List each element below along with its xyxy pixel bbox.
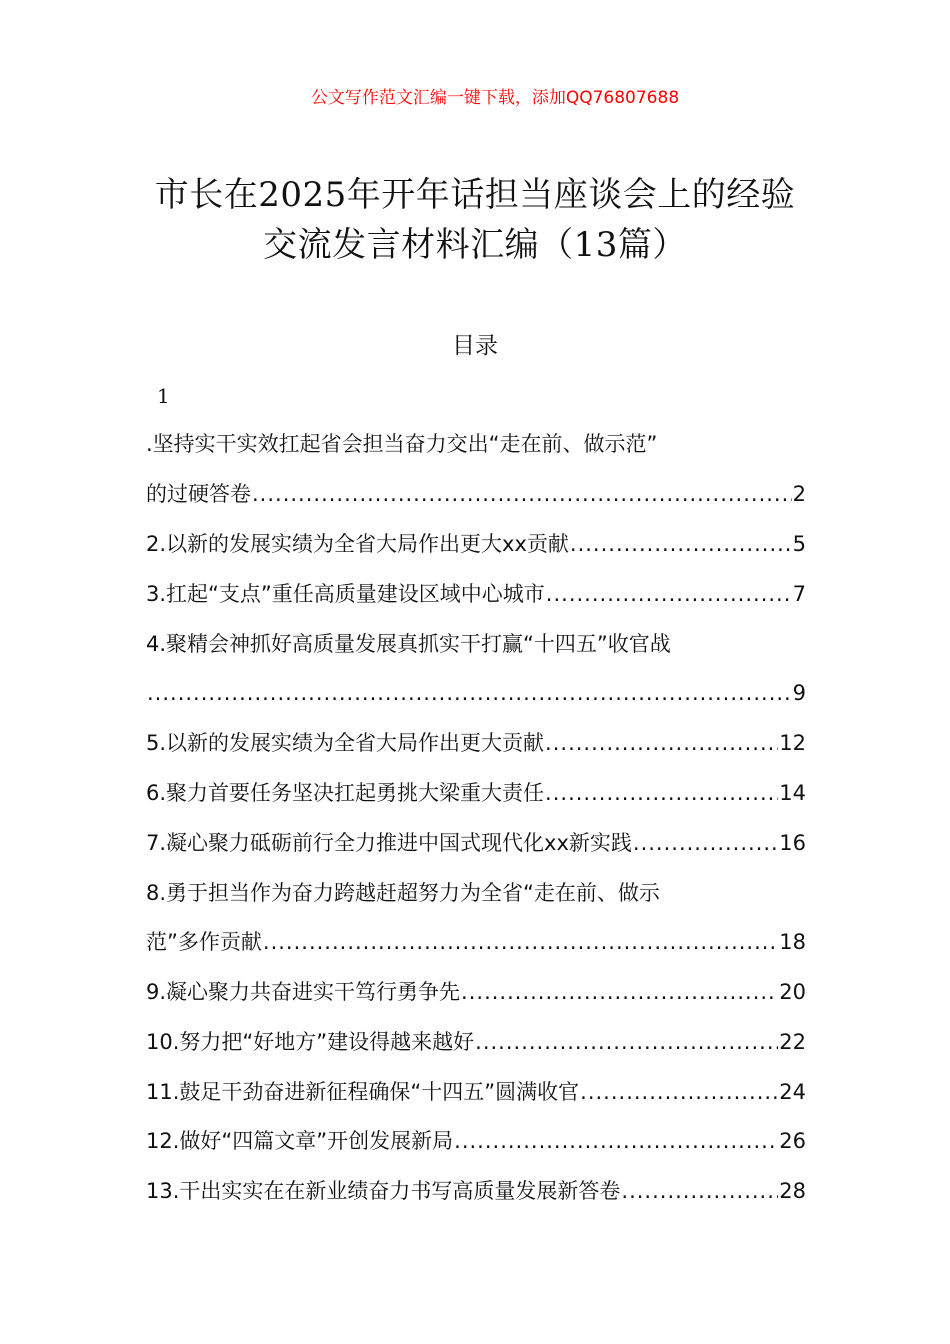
toc-leader-dots (252, 477, 792, 511)
toc-leader-dots (454, 1124, 778, 1158)
document-title-line-2: 交流发言材料汇编（13篇） (263, 225, 687, 265)
toc-leader-dots (633, 826, 778, 860)
toc-entry-text: 8.勇于担当作为奋力跨越赶超努力为全省“走在前、做示 (146, 881, 660, 905)
download-promo-note: 公文写作范文汇编一键下载，添加QQ76807688 (310, 88, 680, 108)
toc-entry-text: 4.聚精会神抓好高质量发展真抓实干打赢“十四五”收官战 (146, 632, 671, 656)
toc-leader-dots (461, 975, 778, 1009)
toc-leader-dots (147, 676, 792, 710)
toc-entry-1-line-2[interactable] (146, 477, 806, 511)
toc-entry-text: 9.凝心聚力共奋进实干笃行勇争先 (146, 980, 461, 1004)
toc-leader-dots (580, 1075, 778, 1109)
toc-entry-8-line-1[interactable] (146, 876, 806, 910)
toc-page-number: 5 (792, 532, 806, 556)
toc-entry-text: 范”多作贡献 (146, 930, 262, 954)
toc-page-number: 7 (792, 582, 806, 606)
toc-page-number: 26 (779, 1129, 806, 1153)
toc-entry-text: 6.聚力首要任务坚决扛起勇挑大梁重大责任 (146, 781, 545, 805)
toc-entry-text: 的过硬答卷 (146, 482, 251, 506)
toc-leader-dots (570, 527, 792, 561)
toc-entry-7[interactable] (146, 826, 806, 860)
toc-entry-4-line-1[interactable] (146, 627, 806, 661)
toc-page-number: 14 (779, 781, 806, 805)
toc-entry-11[interactable] (146, 1075, 806, 1109)
toc-entry-4-line-2[interactable] (146, 676, 806, 710)
toc-entry-9[interactable] (146, 975, 806, 1009)
toc-entry-6[interactable] (146, 776, 806, 810)
toc-entry-8-line-2[interactable] (146, 925, 806, 959)
toc-entry-text: 2.以新的发展实绩为全省大局作出更大xx贡献 (146, 532, 569, 556)
toc-page-number: 18 (779, 930, 806, 954)
toc-entry-12[interactable] (146, 1124, 806, 1158)
toc-leader-dots (546, 577, 792, 611)
toc-entry-10[interactable] (146, 1025, 806, 1059)
toc-entry-3[interactable] (146, 577, 806, 611)
toc-leader-dots (263, 925, 778, 959)
toc-page-number: 12 (779, 731, 806, 755)
toc-page-number: 22 (779, 1030, 806, 1054)
toc-entry-text: 10.努力把“好地方”建设得越来越好 (146, 1030, 475, 1054)
toc-page-number: 28 (779, 1179, 806, 1203)
toc-page-number: 20 (779, 980, 806, 1004)
toc-page-number: 2 (792, 482, 806, 506)
toc-leader-dots (545, 776, 778, 810)
toc-entry-text: 3.扛起“支点”重任高质量建设区域中心城市 (146, 582, 545, 606)
toc-entry-text: 7.凝心聚力砥砺前行全力推进中国式现代化xx新实践 (146, 831, 632, 855)
toc-entry-text: 11.鼓足干劲奋进新征程确保“十四五”圆满收官 (146, 1080, 580, 1104)
toc-entry-text: 13.干出实实在在新业绩奋力书写高质量发展新答卷 (146, 1179, 621, 1203)
toc-entry-2[interactable] (146, 527, 806, 561)
toc-page-number: 16 (779, 831, 806, 855)
toc-entry-5[interactable] (146, 726, 806, 760)
toc-page-number: 24 (779, 1080, 806, 1104)
toc-leader-dots (475, 1025, 778, 1059)
toc-heading: 目录 (452, 333, 498, 359)
toc-entry-text: .坚持实干实效扛起省会担当奋力交出“走在前、做示范” (146, 432, 658, 456)
toc-leader-dots (621, 1174, 778, 1208)
toc-entry-1-number: 1 (157, 384, 170, 408)
toc-entry-text: 5.以新的发展实绩为全省大局作出更大贡献 (146, 731, 545, 755)
toc-page-number: 9 (792, 681, 806, 705)
document-title (0, 170, 950, 270)
toc-entry-text: 12.做好“四篇文章”开创发展新局 (146, 1129, 454, 1153)
toc-entry-1-line-1[interactable] (146, 427, 806, 461)
toc-leader-dots (545, 726, 778, 760)
document-title-line-1: 市长在2025年开年话担当座谈会上的经验 (154, 175, 796, 215)
toc-entry-13[interactable] (146, 1174, 806, 1208)
